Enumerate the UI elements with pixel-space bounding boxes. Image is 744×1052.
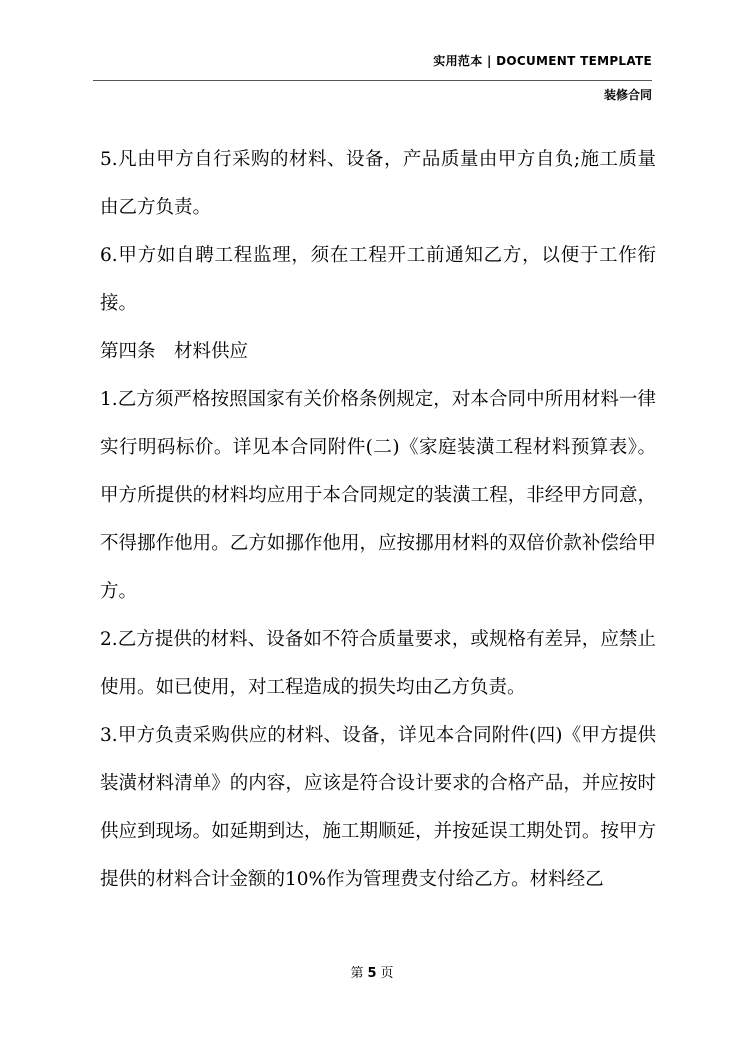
page-label-prefix: 第 <box>350 966 364 981</box>
document-header-title: 实用范本 | DOCUMENT TEMPLATE <box>433 54 652 68</box>
paragraph-material-2: 2.乙方提供的材料、设备如不符合质量要求，或规格有差异，应禁止使用。如已使用，对工程造成的损失均由乙方负责。 <box>100 629 656 698</box>
paragraph-clause-6: 6.甲方如自聘工程监理，须在工程开工前通知乙方，以便于工作衔接。 <box>100 245 656 314</box>
paragraph-clause-5: 5.凡由甲方自行采购的材料、设备，产品质量由甲方自负;施工质量由乙方负责。 <box>100 149 656 218</box>
section-heading-article-4: 第四条 材料供应 <box>100 341 249 362</box>
document-body <box>100 136 656 904</box>
page-label-suffix: 页 <box>380 966 394 981</box>
document-header-subtitle: 装修合同 <box>603 88 652 102</box>
header-divider <box>93 80 652 81</box>
paragraph-material-1: 1.乙方须严格按照国家有关价格条例规定，对本合同中所用材料一律实行明码标价。详见本合同附件(二)《家庭装潢工程材料预算表》。甲方所提供的材料均应用于本合同规定的装潢工程，非经甲方同意，不得挪作他用。乙方如挪作他用，应按挪用材料的双倍价款补偿给甲方。 <box>100 389 656 602</box>
paragraph-material-3: 3.甲方负责采购供应的材料、设备，详见本合同附件(四)《甲方提供装潢材料清单》的内容，应该是符合设计要求的合格产品，并应按时供应到现场。如延期到达，施工期顺延，并按延误工期处罚。按甲方提供的材料合计金额的10%作为管理费支付给乙方。材料经乙 <box>100 725 656 890</box>
page-number: 5 <box>367 966 377 981</box>
page-footer <box>0 962 744 981</box>
